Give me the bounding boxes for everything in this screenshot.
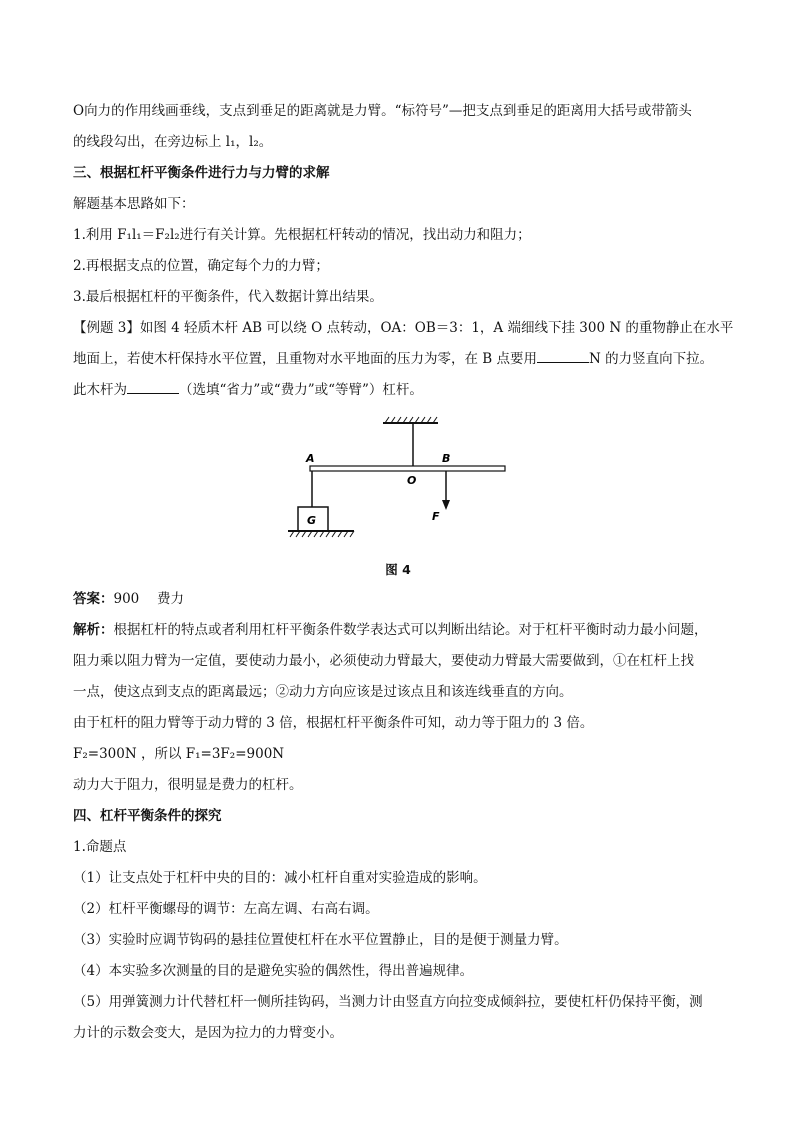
text-line: 一点，使这点到支点的距离最远；②动力方向应该是过该点且和该连线垂直的方向。 [73, 684, 573, 700]
lever-bar [310, 466, 505, 471]
label-a: A [306, 452, 315, 465]
text-segment: 地面上，若使木杆保持水平位置，且重物对水平地面的压力为零，在 B 点要用 [73, 351, 538, 367]
text-line: （3）实验时应调节钩码的悬挂位置使杠杆在水平位置静止，目的是便于测量力臂。 [73, 932, 568, 948]
answer-blank [537, 350, 589, 363]
text-line [73, 375, 723, 406]
document-page [73, 96, 734, 1049]
text-line: 动力大于阻力，很明显是费力的杠杆。 [73, 777, 303, 793]
text-line: 1.利用 F₁l₁＝F₂l₂进行有关计算。先根据杠杆转动的情况，找出动力和阻力； [73, 227, 531, 243]
text-line: 3.最后根据杠杆的平衡条件，代入数据计算出结果。 [73, 289, 383, 305]
text-line: F₂=300N ，所以 F₁=3F₂=900N [73, 746, 285, 762]
text-line: （4）本实验多次测量的目的是避免实验的偶然性，得出普遍规律。 [73, 963, 474, 979]
section-heading: 三、根据杠杆平衡条件进行力与力臂的求解 [73, 165, 330, 181]
text-line: 的线段勾出，在旁边标上 l₁，l₂。 [73, 134, 273, 150]
text-line: 力计的示数会变大，是因为拉力的力臂变小。 [73, 1025, 343, 1041]
text-line: （1）让支点处于杠杆中央的目的：减小杠杆自重对实验造成的影响。 [73, 870, 487, 886]
text-line: （5）用弹簧测力计代替杠杆一侧所挂钩码，当测力计由竖直方向拉变成倾斜拉，要使杠杆仍保持平衡，测 [73, 994, 703, 1010]
answer-label: 答案： [73, 591, 114, 607]
text-line: O向力的作用线画垂线，支点到垂足的距离就是力臂。“标符号”—把支点到垂足的距离用大括号或带箭头 [73, 103, 692, 119]
text-line [73, 344, 723, 375]
analysis-line [73, 615, 723, 646]
text-line: 1.命题点 [73, 839, 127, 855]
section-heading: 四、杠杆平衡条件的探究 [73, 808, 222, 824]
label-g: G [307, 514, 317, 527]
text-line: 【例题 3】如图 4 轻质木杆 AB 可以绕 O 点转动，OA：OB＝3：1，A 端细线下挂 300 N 的重物静止在水平 [73, 320, 734, 336]
answer-blank [127, 381, 179, 394]
label-b: B [442, 452, 451, 465]
lever-diagram [288, 414, 508, 554]
text-line: 由于杠杆的阻力臂等于动力臂的 3 倍，根据杠杆平衡条件可知，动力等于阻力的 3 倍。 [73, 715, 594, 731]
text-line: （2）杠杆平衡螺母的调节：左高左调、右高右调。 [73, 901, 379, 917]
text-segment: 根据杠杆的特点或者利用杠杆平衡条件数学表达式可以判断出结论。对于杠杆平衡时动力最小问题， [113, 622, 708, 638]
answer-line [73, 584, 723, 615]
label-f: F [432, 510, 440, 523]
text-line: 阻力乘以阻力臂为一定值，要使动力最小，必须使动力臂最大，要使动力臂最大需要做到，①在杠杆上找 [73, 653, 694, 669]
text-segment: 此木杆为 [73, 382, 127, 398]
text-line: 解题基本思路如下： [73, 196, 195, 212]
text-line: 2.再根据支点的位置，确定每个力的力臂； [73, 258, 329, 274]
figure-caption: 图 4 [385, 562, 411, 577]
analysis-label: 解析： [73, 622, 114, 638]
text-segment: （选填“省力”或“费力”或“等臂”）杠杆。 [179, 382, 423, 398]
label-o: O [407, 474, 417, 487]
text-segment: N 的力竖直向下拉。 [589, 351, 714, 367]
answer-text: 900 费力 [113, 591, 185, 607]
lever-figure [73, 406, 723, 556]
force-arrowhead [442, 500, 450, 510]
